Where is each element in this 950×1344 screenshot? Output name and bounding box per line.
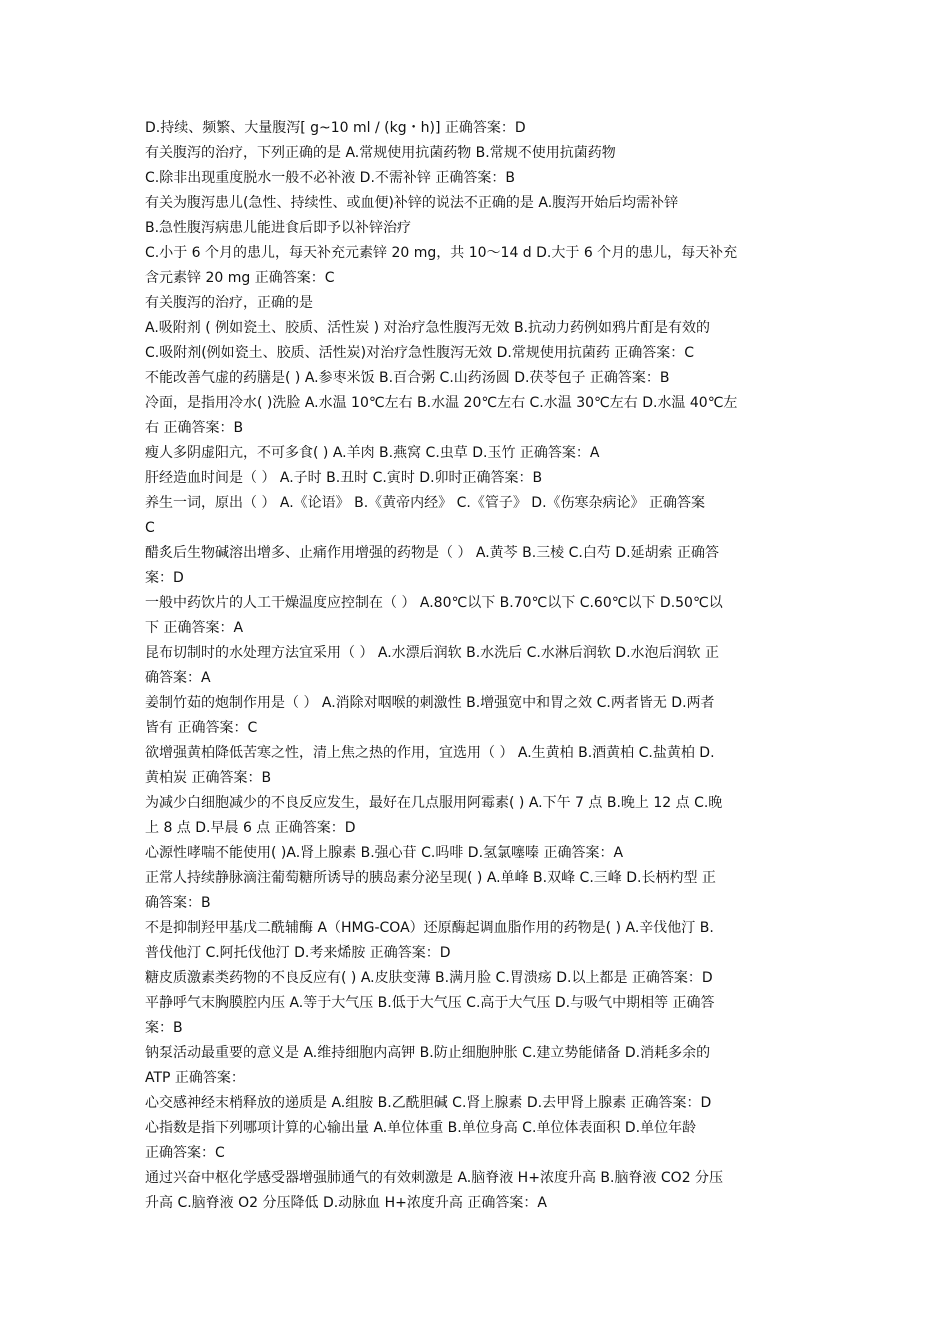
text-line: ATP 正确答案： [145, 1070, 245, 1086]
text-line: 姜制竹茹的炮制作用是（ ） A.消除对咽喉的刺激性 B.增强宽中和胃之效 C.两者皆无 D.两者 [145, 695, 715, 711]
text-line: 正确答案：C [145, 1145, 225, 1161]
text-line: 心源性哮喘不能使用( )A.肾上腺素 B.强心苷 C.吗啡 D.氢氯噻嗪 正确答案：A [145, 845, 624, 861]
text-line: 养生一词，原出（ ） A.《论语》 B.《黄帝内经》 C.《管子》 D.《伤寒杂病论》 正确答案 [145, 495, 705, 511]
text-line: 有关腹泻的治疗，正确的是 [145, 295, 313, 311]
text-line: 瘦人多阴虚阳亢，不可多食( ) A.羊肉 B.燕窝 C.虫草 D.玉竹 正确答案：A [145, 445, 600, 461]
text-line: 欲增强黄柏降低苦寒之性，清上焦之热的作用，宜选用（ ） A.生黄柏 B.酒黄柏 C.盐黄柏 D. [145, 745, 715, 761]
text-line: 右 正确答案：B [145, 420, 244, 436]
text-line: 一般中药饮片的人工干燥温度应控制在（ ） A.80℃以下 B.70℃以下 C.60℃以下 D.50℃以 [145, 595, 723, 611]
text-line: 通过兴奋中枢化学感受器增强肺通气的有效刺激是 A.脑脊液 H+浓度升高 B.脑脊液 CO2 分压 [145, 1170, 724, 1186]
text-line: A.吸附剂 ( 例如瓷土、胶质、活性炭 ) 对治疗急性腹泻无效 B.抗动力药例如鸦片酊是有效的 [145, 320, 711, 336]
text-line: 含元素锌 20 mg 正确答案：C [145, 270, 335, 286]
text-line: 冷面，是指用冷水( )洗脸 A.水温 10℃左右 B.水温 20℃左右 C.水温 30℃左右 D.水温 40℃左 [145, 395, 738, 411]
text-line: 皆有 正确答案：C [145, 720, 258, 736]
text-line: 平静呼气末胸膜腔内压 A.等于大气压 B.低于大气压 C.高于大气压 D.与吸气中期相等 正确答 [145, 995, 715, 1011]
text-line: 为减少白细胞减少的不良反应发生，最好在几点服用阿霉素( ) A.下午 7 点 B.晚上 12 点 C.晚 [145, 795, 723, 811]
text-line: B.急性腹泻病患儿能进食后即予以补锌治疗 [145, 220, 412, 236]
text-line: 上 8 点 D.早晨 6 点 正确答案：D [145, 820, 356, 836]
text-line: 糖皮质激素类药物的不良反应有( ) A.皮肤变薄 B.满月脸 C.胃溃疡 D.以上都是 正确答案：D [145, 970, 713, 986]
text-line: 醋炙后生物碱溶出增多、止痛作用增强的药物是（ ） A.黄芩 B.三棱 C.白芍 D.延胡索 正确答 [145, 545, 719, 561]
text-line: 升高 C.脑脊液 O2 分压降低 D.动脉血 H+浓度升高 正确答案：A [145, 1195, 547, 1211]
text-line: 确答案：B [145, 895, 211, 911]
text-line: 不能改善气虚的药膳是( ) A.参枣米饭 B.百合粥 C.山药汤圆 D.茯苓包子 正确答案：B [145, 370, 670, 386]
text-line: 心交感神经末梢释放的递质是 A.组胺 B.乙酰胆碱 C.肾上腺素 D.去甲肾上腺素 正确答案：D [145, 1095, 712, 1111]
text-line: 案：D [145, 570, 184, 586]
text-line: 案：B [145, 1020, 183, 1036]
text-line: 昆布切制时的水处理方法宜采用（ ） A.水漂后润软 B.水洗后 C.水淋后润软 D.水泡后润软 正 [145, 645, 719, 661]
text-line: 确答案：A [145, 670, 211, 686]
text-line: C [145, 520, 155, 536]
text-line: 下 正确答案：A [145, 620, 244, 636]
text-line: 黄柏炭 正确答案：B [145, 770, 272, 786]
text-line: C.吸附剂(例如瓷土、胶质、活性炭)对治疗急性腹泻无效 D.常规使用抗菌药 正确答案：C [145, 345, 695, 361]
text-line: 有关腹泻的治疗，下列正确的是 A.常规使用抗菌药物 B.常规不使用抗菌药物 [145, 145, 616, 161]
text-line: 肝经造血时间是（ ） A.子时 B.丑时 C.寅时 D.卯时正确答案：B [145, 470, 543, 486]
text-line: 有关为腹泻患儿(急性、持续性、或血便)补锌的说法不正确的是 A.腹泻开始后均需补锌 [145, 195, 679, 211]
document-body [145, 116, 810, 1216]
text-line: 钠泵活动最重要的意义是 A.维持细胞内高钾 B.防止细胞肿胀 C.建立势能储备 D.消耗多余的 [145, 1045, 711, 1061]
text-line: 心指数是指下列哪项计算的心输出量 A.单位体重 B.单位身高 C.单位体表面积 D.单位年龄 [145, 1120, 697, 1136]
text-line: 正常人持续静脉滴注葡萄糖所诱导的胰岛素分泌呈现( ) A.单峰 B.双峰 C.三峰 D.长柄杓型 正 [145, 870, 716, 886]
text-line: C.小于 6 个月的患儿，每天补充元素锌 20 mg，共 10～14 d D.大于 6 个月的患儿，每天补充 [145, 245, 738, 261]
text-line: C.除非出现重度脱水一般不必补液 D.不需补锌 正确答案：B [145, 170, 515, 186]
text-line: 普伐他汀 C.阿托伐他汀 D.考来烯胺 正确答案：D [145, 945, 451, 961]
text-line: 不是抑制羟甲基戊二酰辅酶 A（HMG-COA）还原酶起调血脂作用的药物是( ) A.辛伐他汀 B. [145, 920, 714, 936]
text-line: D.持续、频繁、大量腹泻[ g~10 ml / (kg・h)] 正确答案：D [145, 120, 526, 136]
